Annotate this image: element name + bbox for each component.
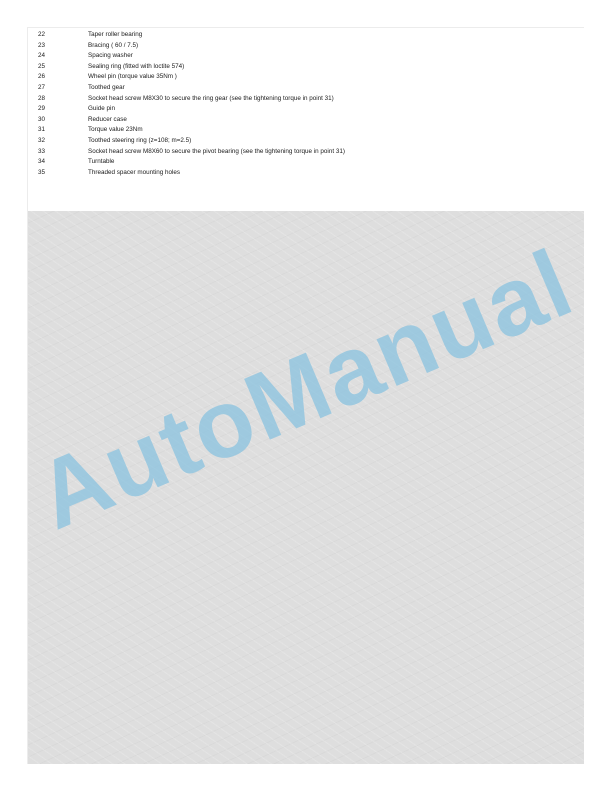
part-description: Toothed gear xyxy=(88,83,125,91)
list-item xyxy=(38,157,345,168)
part-number: 33 xyxy=(38,147,46,155)
part-number: 26 xyxy=(38,73,46,81)
part-number: 27 xyxy=(38,83,46,91)
part-description: Bracing ( 60 / 7.5) xyxy=(88,41,139,49)
list-item xyxy=(38,136,345,147)
part-description: Threaded spacer mounting holes xyxy=(88,168,181,176)
parts-list xyxy=(38,30,345,178)
list-item xyxy=(38,72,345,83)
list-item xyxy=(38,168,345,179)
list-item xyxy=(38,51,345,62)
part-number: 29 xyxy=(38,105,46,113)
list-item xyxy=(38,94,345,105)
part-description: Sealing ring (fitted with loctite 574) xyxy=(88,62,185,70)
list-item xyxy=(38,62,345,73)
watermark-logo: AutoManual xyxy=(21,229,588,551)
part-description: Spacing washer xyxy=(88,52,133,60)
part-description: Guide pin xyxy=(88,105,115,113)
part-description: Wheel pin (torque value 35Nm ) xyxy=(88,73,177,81)
part-description: Socket head screw M8X60 to secure the pivot bearing (see the tightening torque in point 31) xyxy=(88,147,345,155)
part-number: 30 xyxy=(38,115,46,123)
part-number: 23 xyxy=(38,41,46,49)
list-item xyxy=(38,83,345,94)
list-item xyxy=(38,147,345,158)
part-number: 34 xyxy=(38,158,46,166)
list-item xyxy=(38,115,345,126)
part-number: 32 xyxy=(38,136,46,144)
list-item xyxy=(38,41,345,52)
list-item xyxy=(38,30,345,41)
part-number: 24 xyxy=(38,52,46,60)
part-number: 35 xyxy=(38,168,46,176)
part-number: 22 xyxy=(38,31,46,38)
list-item xyxy=(38,104,345,115)
list-item xyxy=(38,125,345,136)
part-number: 28 xyxy=(38,94,46,102)
part-description: Reducer case xyxy=(88,115,127,123)
part-description: Torque value 23Nm xyxy=(88,126,143,134)
part-description: Toothed steering ring (z=108; m=2.5) xyxy=(88,136,192,144)
part-description: Taper roller bearing xyxy=(88,31,143,38)
part-number: 31 xyxy=(38,126,46,134)
part-description: Turntable xyxy=(88,158,115,166)
part-description: Socket head screw M8X30 to secure the ring gear (see the tightening torque in point 31) xyxy=(88,94,334,102)
part-number: 25 xyxy=(38,62,46,70)
